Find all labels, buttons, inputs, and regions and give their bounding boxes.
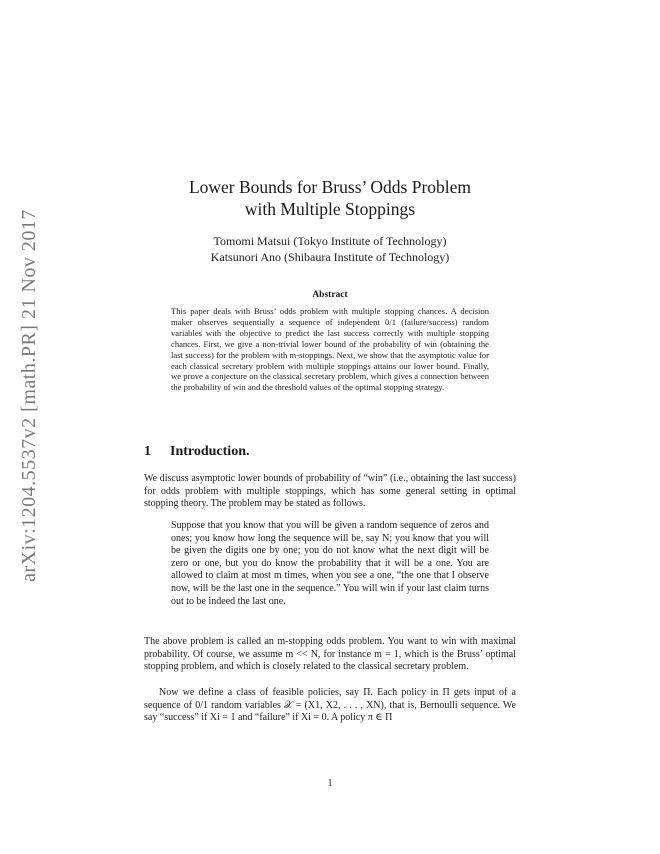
abstract-heading: Abstract [312, 290, 348, 300]
paper-title-line1: Lower Bounds for Bruss’ Odds Problem [188, 177, 472, 197]
abstract-body: This paper deals with Bruss’ odds problem with multiple stopping chances. A decision maker observes sequentially a sequence of independent 0/1 (failure/success) random variables with the objective to predict the last success correctly with multiple stopping chances. First, we give a non-trivial lower bound of the probability of win (obtaining the last success) for the problem with m-stoppings. Next, we show that the asymptotic value for each classical secretary problem with multiple stoppings attains our lower bound. Finally, we prove a conjecture on the classical secretary problem, which gives a connection between the probability of win and the threshold values of the optimal stopping strategy. [171, 306, 489, 393]
paper-title [144, 176, 516, 220]
intro-paragraph-3: Now we define a class of feasible policies, say Π. Each policy in Π gets input of a sequence of 0/1 random variables 𝒳 = (X1, X2, . . . , XN), that is, Bernoulli sequence. We say “success” if Xi = 1 and “failure” if Xi = 0. A policy π ∈ Π [144, 687, 516, 724]
arxiv-stamp-text: arXiv:1204.5537v2 [math.PR] 21 Nov 2017 [17, 208, 40, 582]
section-title: Introduction. [170, 444, 250, 459]
intro-paragraph-2: The above problem is called an m-stopping odds problem. You want to win with maximal probability. Of course, we assume m << N, for instance m = 1, which is the Bruss’ optimal stopping problem, and which is closely related to the classical secretary problem. [144, 636, 516, 673]
author-list [144, 234, 516, 265]
page-number: 1 [327, 778, 333, 789]
intro-paragraph-1: We discuss asymptotic lower bounds of probability of “win” (i.e., obtaining the last success) for odds problem with multiple stoppings, which has some general setting in optimal stopping theory. The problem may be stated as follows. [144, 473, 516, 510]
author-2: Katsunori Ano (Shibaura Institute of Technology) [210, 249, 450, 264]
problem-statement-quote: Suppose that you know that you will be given a random sequence of zeros and ones; you know how long the sequence will be, say N; you know that you will be given the digits one by one; you do not know what the next digit will be zero or one, but you do know the probability that it will be a one. You are allowed to claim at most m times, when you see a one, “the one that I observe now, will be the last one in the sequence.” You will win if your last claim turns out to be indeed the last one. [171, 520, 489, 607]
author-1: Tomomi Matsui (Tokyo Institute of Technology) [213, 234, 447, 248]
section-number: 1 [144, 444, 151, 459]
section-heading [144, 444, 516, 460]
paper-title-line2: with Multiple Stoppings [244, 199, 416, 219]
arxiv-stamp [9, 195, 49, 595]
